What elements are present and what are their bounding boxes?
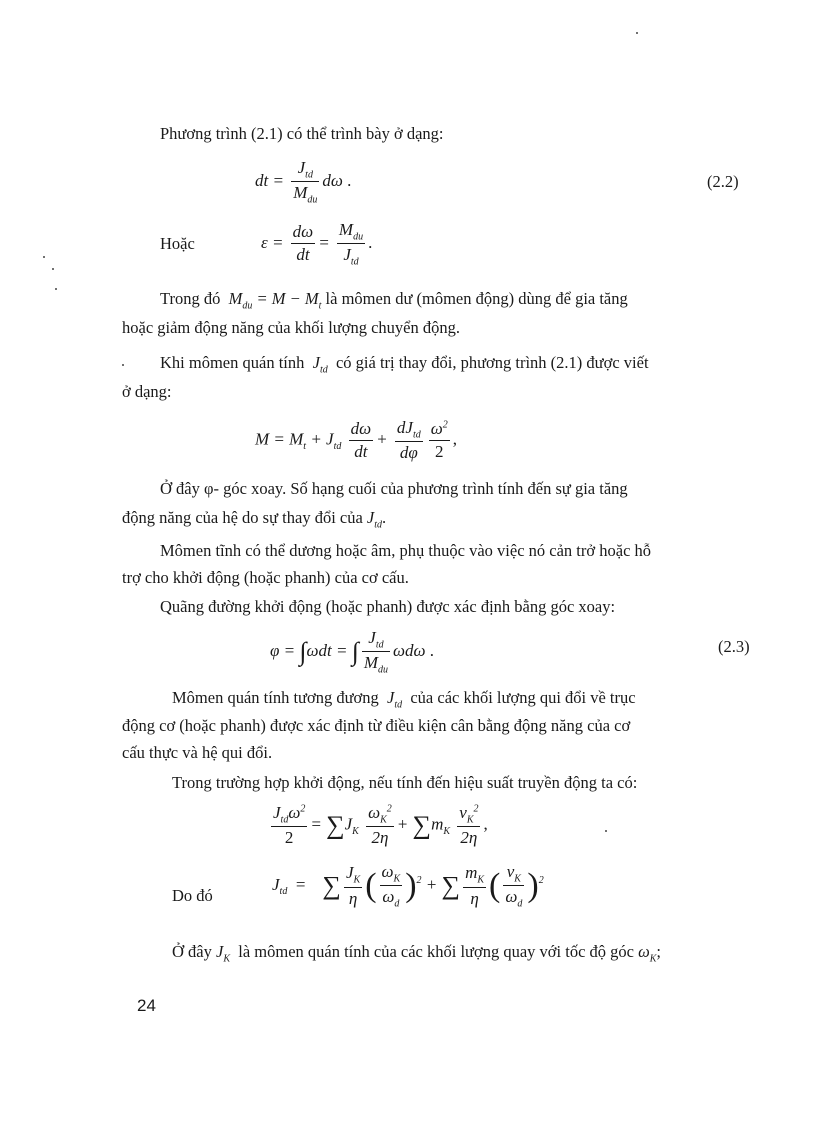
equation-moment: $M = M_t + J_{td}$ $\frac{d\omega}{dt}$ + $\frac{dJ_{td}}{d\varphi}$ $\frac{\omega^2}{2}$ ,: [255, 418, 457, 463]
trong-do-line-1: Trong đó $M_{du} = M - M_t$ là mômen dư (mômen động) dùng để gia tăng: [160, 289, 628, 312]
mqt-line-3: cấu thực và hệ qui đổi.: [122, 743, 273, 762]
scan-speck: [52, 268, 54, 270]
quang-duong-line: Quãng đường khởi động (hoặc phanh) được xác định bằng góc xoay:: [160, 597, 616, 616]
last-line: Ở đây $J_K$ là mômen quán tính của các khối lượng quay với tốc độ góc $\omega_K$;: [172, 942, 662, 965]
scan-speck: [122, 364, 124, 366]
trong-do-line-2: hoặc giảm động năng của khối lượng chuyển động.: [122, 318, 460, 337]
paragraph-intro: Phương trình (2.1) có thể trình bày ở dạng:: [160, 124, 444, 143]
trong-truong-hop-line: Trong trường hợp khởi động, nếu tính đến hiệu suất truyền động ta có:: [172, 773, 638, 792]
scan-speck: [636, 32, 638, 34]
hoac-label: Hoặc: [160, 234, 195, 253]
equation-2-3-label: (2.3): [718, 637, 750, 656]
momen-tinh-line-2: trợ cho khởi động (hoặc phanh) của cơ cấu.: [122, 568, 409, 587]
mqt-line-1: Mômen quán tính tương đương $J_{td}$ của các khối lượng qui đổi về trục: [172, 688, 636, 711]
momen-tinh-line-1: Mômen tĩnh có thể dương hoặc âm, phụ thuộc vào việc nó cản trở hoặc hỗ: [160, 541, 652, 560]
equation-2-3: φ = ∫ωdt = ∫ $\frac{J_{td}}{M_{du}}$ ωdω .: [270, 628, 435, 676]
o-day-line-1: Ở đây φ- góc xoay. Số hạng cuối của phương trình tính đến sự gia tăng: [160, 479, 628, 498]
equation-2-2-label: (2.2): [707, 172, 739, 191]
scan-speck: [605, 830, 607, 832]
khi-line-1: Khi mômen quán tính $J_{td}$ có giá trị thay đổi, phương trình (2.1) được viết: [160, 353, 649, 376]
scan-speck: [43, 256, 45, 258]
mqt-line-2: động cơ (hoặc phanh) được xác định từ điều kiện cân bằng động năng của cơ: [122, 716, 631, 735]
equation-2-2: dt = $\frac{J_{td}}{M_{du}}$ dω .: [255, 158, 352, 206]
equation-j-td: $J_{td}$ = ∑ $\frac{J_K}{\eta}$ ( $\frac{\omega_K}{\omega_d}$ )$^2$ + ∑ $\frac{m_K}{\eta}$ ( $\frac{v_K}{\omega_d}$ )$^2$: [272, 862, 544, 910]
equation-energy: $\frac{J_{td}\omega^2}{2}$ = $\sum J_K$ $\frac{\omega_K^2}{2\eta}$ + $\sum m_K$ $\frac{v_K^2}{2\eta}$ ,: [273, 803, 488, 848]
scan-speck: [55, 288, 57, 290]
khi-line-2: ở dạng:: [122, 382, 172, 401]
do-do-label: Do đó: [172, 886, 213, 905]
equation-epsilon: ε = $\frac{d\omega}{dt}$ = $\frac{M_{du}}{J_{td}}$ .: [261, 220, 373, 268]
page-number: 24: [137, 996, 156, 1015]
o-day-line-2: động năng của hệ do sự thay đổi của $J_{td}$.: [122, 508, 387, 531]
